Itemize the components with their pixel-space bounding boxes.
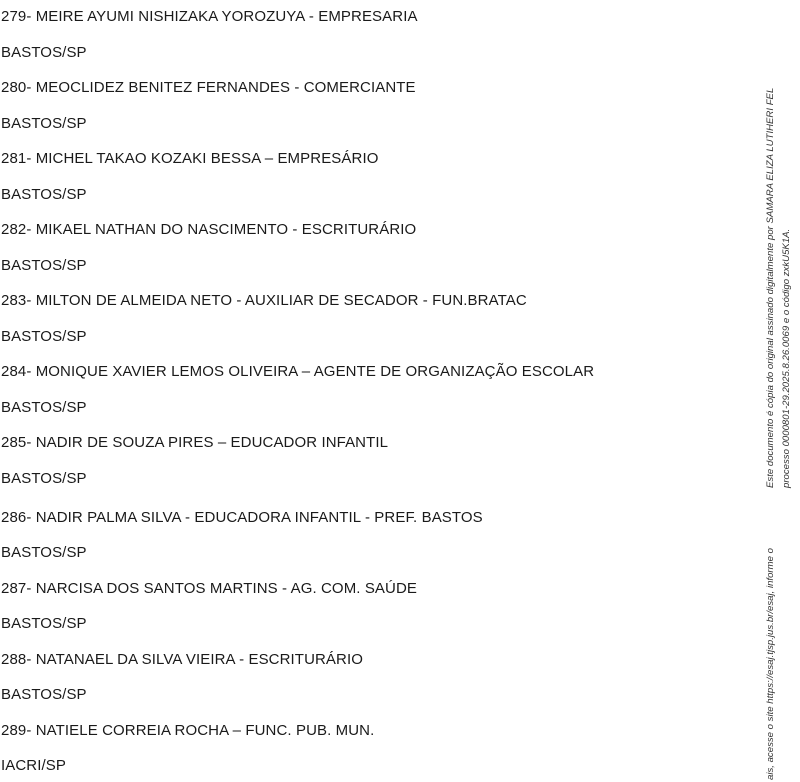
entry-name-line: 281- MICHEL TAKAO KOZAKI BESSA – EMPRESÁRIO [1, 150, 379, 167]
entry-name-line: 285- NADIR DE SOUZA PIRES – EDUCADOR INFANTIL [1, 434, 389, 451]
digital-signature-margin [755, 0, 800, 782]
entry-name-line: 286- NADIR PALMA SILVA - EDUCADORA INFANTIL - PREF. BASTOS [1, 509, 483, 526]
entry-city: BASTOS/SP [1, 544, 87, 561]
entry-city: BASTOS/SP [1, 615, 87, 632]
entry-city: BASTOS/SP [1, 686, 87, 703]
entry-city: BASTOS/SP [1, 328, 87, 345]
entry-city: BASTOS/SP [1, 186, 87, 203]
entry-name-line: 288- NATANAEL DA SILVA VIEIRA - ESCRITURÁRIO [1, 651, 364, 668]
entry-name-line: 287- NARCISA DOS SANTOS MARTINS - AG. COM. SAÚDE [1, 580, 418, 597]
signature-notice-line-1: Este documento é cópia do original assinado digitalmente por SAMARA ELIZA LUTIHERI FEL [765, 87, 776, 488]
entry-name-line: 279- MEIRE AYUMI NISHIZAKA YOROZUYA - EMPRESARIA [1, 8, 418, 25]
entry-city: BASTOS/SP [1, 399, 87, 416]
entry-name-line: 284- MONIQUE XAVIER LEMOS OLIVEIRA – AGENTE DE ORGANIZAÇÃO ESCOLAR [1, 363, 595, 380]
signature-notice-line-3: ais, acesse o site https://esaj.tjsp.jus.br/esaj, informe o [765, 548, 776, 780]
entry-city: BASTOS/SP [1, 115, 87, 132]
entry-city: BASTOS/SP [1, 44, 87, 61]
entry-name-line: 283- MILTON DE ALMEIDA NETO - AUXILIAR DE SECADOR - FUN.BRATAC [1, 292, 527, 309]
entry-city: BASTOS/SP [1, 257, 87, 274]
entry-city: BASTOS/SP [1, 470, 87, 487]
signature-notice-line-2: processo 0000801-29.2025.8.26.0069 e o código zxkU5K1A. [781, 228, 792, 488]
entry-name-line: 280- MEOCLIDEZ BENITEZ FERNANDES - COMERCIANTE [1, 79, 416, 96]
entry-name-line: 282- MIKAEL NATHAN DO NASCIMENTO - ESCRITURÁRIO [1, 221, 417, 238]
entry-name-line: 289- NATIELE CORREIA ROCHA – FUNC. PUB. MUN. [1, 722, 375, 739]
entry-city: IACRI/SP [1, 757, 66, 774]
